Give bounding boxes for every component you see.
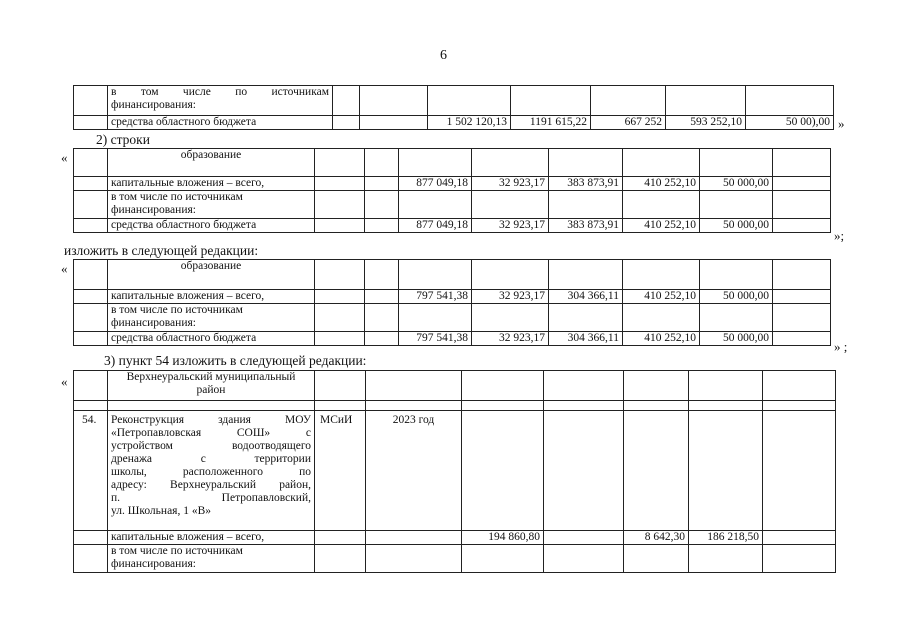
close-quote: » bbox=[838, 116, 845, 131]
value-cell: 1 502 120,13 bbox=[428, 116, 511, 130]
page-number: 6 bbox=[440, 48, 447, 63]
value-cell: 8 642,30 bbox=[624, 531, 689, 545]
value-cell: 667 252 bbox=[591, 116, 666, 130]
label-cell: в том числе по источникам финансирования: bbox=[108, 86, 333, 116]
table-row bbox=[74, 531, 836, 545]
table-2 bbox=[73, 148, 831, 233]
section-2-heading: 2) строки bbox=[96, 132, 150, 147]
close-quote: »; bbox=[834, 228, 845, 243]
label-cell: средства областного бюджета bbox=[108, 116, 333, 130]
open-quote: « bbox=[61, 150, 68, 165]
value-cell: 50 000,00 bbox=[700, 177, 773, 191]
table-row bbox=[74, 260, 831, 290]
value-cell: 410 252,10 bbox=[623, 177, 700, 191]
value-cell: 410 252,10 bbox=[623, 219, 700, 233]
replace-heading: изложить в следующей редакции: bbox=[64, 243, 259, 258]
label-cell: в том числе по источникам финансирования: bbox=[108, 545, 315, 573]
value-cell: 304 366,11 bbox=[549, 290, 623, 304]
value-cell: 797 541,38 bbox=[399, 332, 472, 346]
header-cell: образование bbox=[108, 260, 315, 290]
label-cell: в том числе по источникам финансирования: bbox=[108, 191, 315, 219]
value-cell: 50 00),00 bbox=[746, 116, 834, 130]
label-cell: средства областного бюджета bbox=[108, 219, 315, 233]
value-cell: 50 000,00 bbox=[700, 219, 773, 233]
table-row bbox=[74, 86, 834, 116]
value-cell: 410 252,10 bbox=[623, 332, 700, 346]
value-cell: 50 000,00 bbox=[700, 290, 773, 304]
value-cell: 194 860,80 bbox=[462, 531, 544, 545]
item-year: 2023 год bbox=[366, 411, 462, 531]
table-row bbox=[74, 304, 831, 332]
value-cell: 383 873,91 bbox=[549, 177, 623, 191]
label-cell: капитальные вложения – всего, bbox=[108, 177, 315, 191]
label-cell: средства областного бюджета bbox=[108, 332, 315, 346]
table-4 bbox=[73, 370, 836, 573]
table-row bbox=[74, 332, 831, 346]
close-quote: » ; bbox=[834, 339, 848, 354]
table-row bbox=[74, 219, 831, 233]
label-cell: капитальные вложения – всего, bbox=[108, 290, 315, 304]
value-cell: 50 000,00 bbox=[700, 332, 773, 346]
table-row bbox=[74, 149, 831, 177]
table-3 bbox=[73, 259, 831, 346]
section-3-heading: 3) пункт 54 изложить в следующей редакции: bbox=[104, 353, 367, 368]
item-number: 54. bbox=[74, 411, 108, 531]
open-quote: « bbox=[61, 261, 68, 276]
value-cell: 32 923,17 bbox=[472, 177, 549, 191]
table-row bbox=[74, 191, 831, 219]
table-row bbox=[74, 545, 836, 573]
table-1 bbox=[73, 85, 834, 130]
label-cell: капитальные вложения – всего, bbox=[108, 531, 315, 545]
open-quote: « bbox=[61, 374, 68, 389]
item-description: Реконструкция здания МОУ «Петропавловская СОШ» с устройством водоотводящего дренажа с территории школы, расположенного по адресу: Верхнеуральский район, п. Петропавловский, ул. Школьная, 1 «В» bbox=[108, 411, 315, 531]
value-cell: 32 923,17 bbox=[472, 290, 549, 304]
value-cell: 877 049,18 bbox=[399, 177, 472, 191]
value-cell: 1191 615,22 bbox=[511, 116, 591, 130]
value-cell: 32 923,17 bbox=[472, 332, 549, 346]
table-row bbox=[74, 371, 836, 401]
value-cell: 304 366,11 bbox=[549, 332, 623, 346]
value-cell: 797 541,38 bbox=[399, 290, 472, 304]
value-cell: 593 252,10 bbox=[666, 116, 746, 130]
table-row bbox=[74, 116, 834, 130]
header-cell: Верхнеуральский муниципальный район bbox=[108, 371, 315, 401]
value-cell: 383 873,91 bbox=[549, 219, 623, 233]
table-row bbox=[74, 401, 836, 411]
item-executor: МСиИ bbox=[315, 411, 366, 531]
header-cell: образование bbox=[108, 149, 315, 177]
value-cell: 186 218,50 bbox=[689, 531, 763, 545]
table-row bbox=[74, 177, 831, 191]
table-row bbox=[74, 411, 836, 531]
label-cell: в том числе по источникам финансирования: bbox=[108, 304, 315, 332]
value-cell: 877 049,18 bbox=[399, 219, 472, 233]
value-cell: 410 252,10 bbox=[623, 290, 700, 304]
table-row bbox=[74, 290, 831, 304]
value-cell: 32 923,17 bbox=[472, 219, 549, 233]
